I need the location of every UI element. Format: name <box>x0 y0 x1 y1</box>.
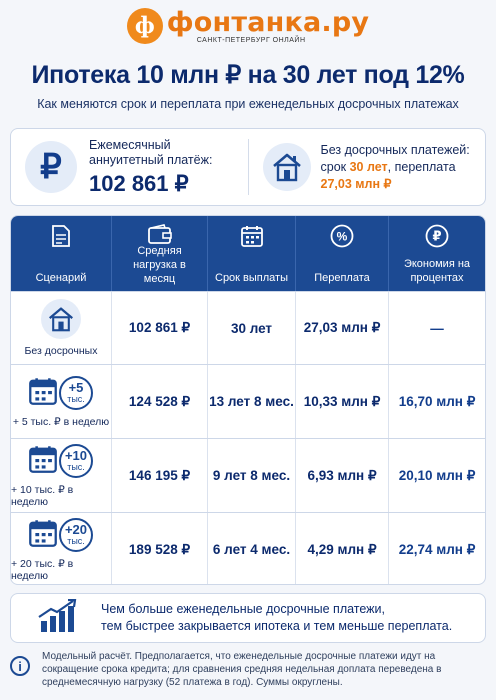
savings-cell: 20,10 млн ₽ <box>398 467 476 483</box>
page-title: Ипотека 10 млн ₽ на 30 лет под 12% <box>31 61 465 89</box>
term-cell: 6 лет 4 мес. <box>208 513 296 585</box>
overpay-cell: 10,33 млн ₽ <box>296 365 389 438</box>
svg-text:%: % <box>336 229 348 244</box>
header-scenario <box>11 216 112 291</box>
table-row <box>11 438 485 512</box>
scenario-cell <box>11 365 112 438</box>
summary-box <box>10 128 486 206</box>
plus-amount: +10 <box>64 448 88 463</box>
calendar-icon <box>29 519 57 550</box>
load-cell: 189 528 ₽ <box>112 513 208 585</box>
load-cell: 102 861 ₽ <box>112 292 208 364</box>
calendar-icon <box>241 224 263 248</box>
term-value: 30 лет <box>349 159 388 174</box>
load-cell: 146 195 ₽ <box>112 439 208 512</box>
plus-unit: тыс. <box>67 462 85 472</box>
overpay-cell: 27,03 млн ₽ <box>296 292 389 364</box>
growth-chart-icon <box>37 599 81 638</box>
logo[interactable] <box>127 8 369 44</box>
load-cell: 124 528 ₽ <box>112 365 208 438</box>
wallet-icon <box>148 224 172 244</box>
logo-tagline: САНКТ-ПЕТЕРБУРГ ОНЛАЙН <box>196 36 306 44</box>
table-row <box>11 364 485 438</box>
footnote <box>10 650 486 696</box>
header-label: Переплата <box>314 272 370 284</box>
header-label: Средняя нагрузка в месяц <box>133 245 186 285</box>
page-subtitle: Как меняются срок и переплата при еженедельных досрочных платежах <box>37 97 459 111</box>
term-cell: 30 лет <box>208 292 296 364</box>
no-prepayment-summary <box>249 129 486 205</box>
scenario-cell <box>11 439 112 512</box>
term-cell: 13 лет 8 мес. <box>208 365 296 438</box>
house-icon <box>263 143 311 191</box>
plus-badge <box>59 518 93 552</box>
plus-badge <box>59 376 93 410</box>
scenario-label: Без досрочных <box>24 345 98 357</box>
header-term <box>208 216 296 291</box>
payment-value: 102 861 ₽ <box>89 170 189 196</box>
table-row <box>11 291 485 364</box>
svg-text:₽: ₽ <box>432 229 442 245</box>
calendar-icon <box>29 377 57 408</box>
header-label: Экономия на процентах <box>403 258 471 284</box>
header-overpay <box>296 216 389 291</box>
overpay-prefix: , переплата <box>387 159 456 174</box>
scenario-cell <box>11 292 112 364</box>
overpay-cell: 6,93 млн ₽ <box>296 439 389 512</box>
plus-unit: тыс. <box>67 394 85 404</box>
table-header <box>11 216 485 291</box>
header-label: Сценарий <box>35 272 87 284</box>
logo-name: фонтанка.ру <box>166 6 370 38</box>
scenario-cell <box>11 513 112 585</box>
payment-summary <box>11 129 248 205</box>
savings-cell: 22,74 млн ₽ <box>398 541 476 557</box>
header-load <box>112 216 208 291</box>
table-row <box>11 512 485 585</box>
plus-amount: +5 <box>68 380 84 395</box>
header-savings <box>389 216 485 291</box>
payment-label-line2: аннуитетный платёж: <box>89 152 213 167</box>
savings-cell: 16,70 млн ₽ <box>398 393 476 409</box>
percent-icon <box>330 224 354 248</box>
comparison-table <box>10 215 486 585</box>
savings-cell: — <box>430 320 444 336</box>
plus-amount: +20 <box>64 522 88 537</box>
overpay-cell: 4,29 млн ₽ <box>296 513 389 585</box>
plus-unit: тыс. <box>67 536 85 546</box>
no-prepayment-values <box>321 159 486 193</box>
calendar-icon <box>29 445 57 476</box>
no-prepayment-label: Без досрочных платежей: <box>320 142 470 157</box>
conclusion-line2: тем быстрее закрывается ипотека и тем меньше переплата. <box>101 619 453 633</box>
term-prefix: срок <box>320 159 350 174</box>
plus-badge <box>59 444 93 478</box>
overpay-value: 27,03 млн ₽ <box>320 176 392 191</box>
header-label: Срок выплаты <box>215 272 288 284</box>
ruble-coin-icon <box>425 224 449 248</box>
scenario-label: + 10 тыс. ₽ в неделю <box>11 483 74 508</box>
scenario-label: + 20 тыс. ₽ в неделю <box>11 557 74 582</box>
header <box>0 0 496 50</box>
conclusion-line1: Чем больше еженедельные досрочные платежи, <box>101 602 386 616</box>
conclusion-box <box>10 593 486 643</box>
payment-label-line1: Ежемесячный <box>89 137 171 152</box>
footnote-text: Модельный расчёт. Предполагается, что еженедельные досрочные платежи идут на сокращение срока кредита; для сравнения средняя недельная доплата переведена в среднемесячную нагрузку (52 платежа в год). Суммы округлены. <box>42 651 442 688</box>
house-icon <box>41 299 81 339</box>
logo-mark: ф <box>127 8 163 44</box>
term-cell: 9 лет 8 мес. <box>208 439 296 512</box>
info-icon: i <box>10 656 30 676</box>
ruble-icon: ₽ <box>25 141 77 193</box>
scenario-label: + 5 тыс. ₽ в неделю <box>12 415 110 428</box>
document-icon <box>52 224 70 248</box>
